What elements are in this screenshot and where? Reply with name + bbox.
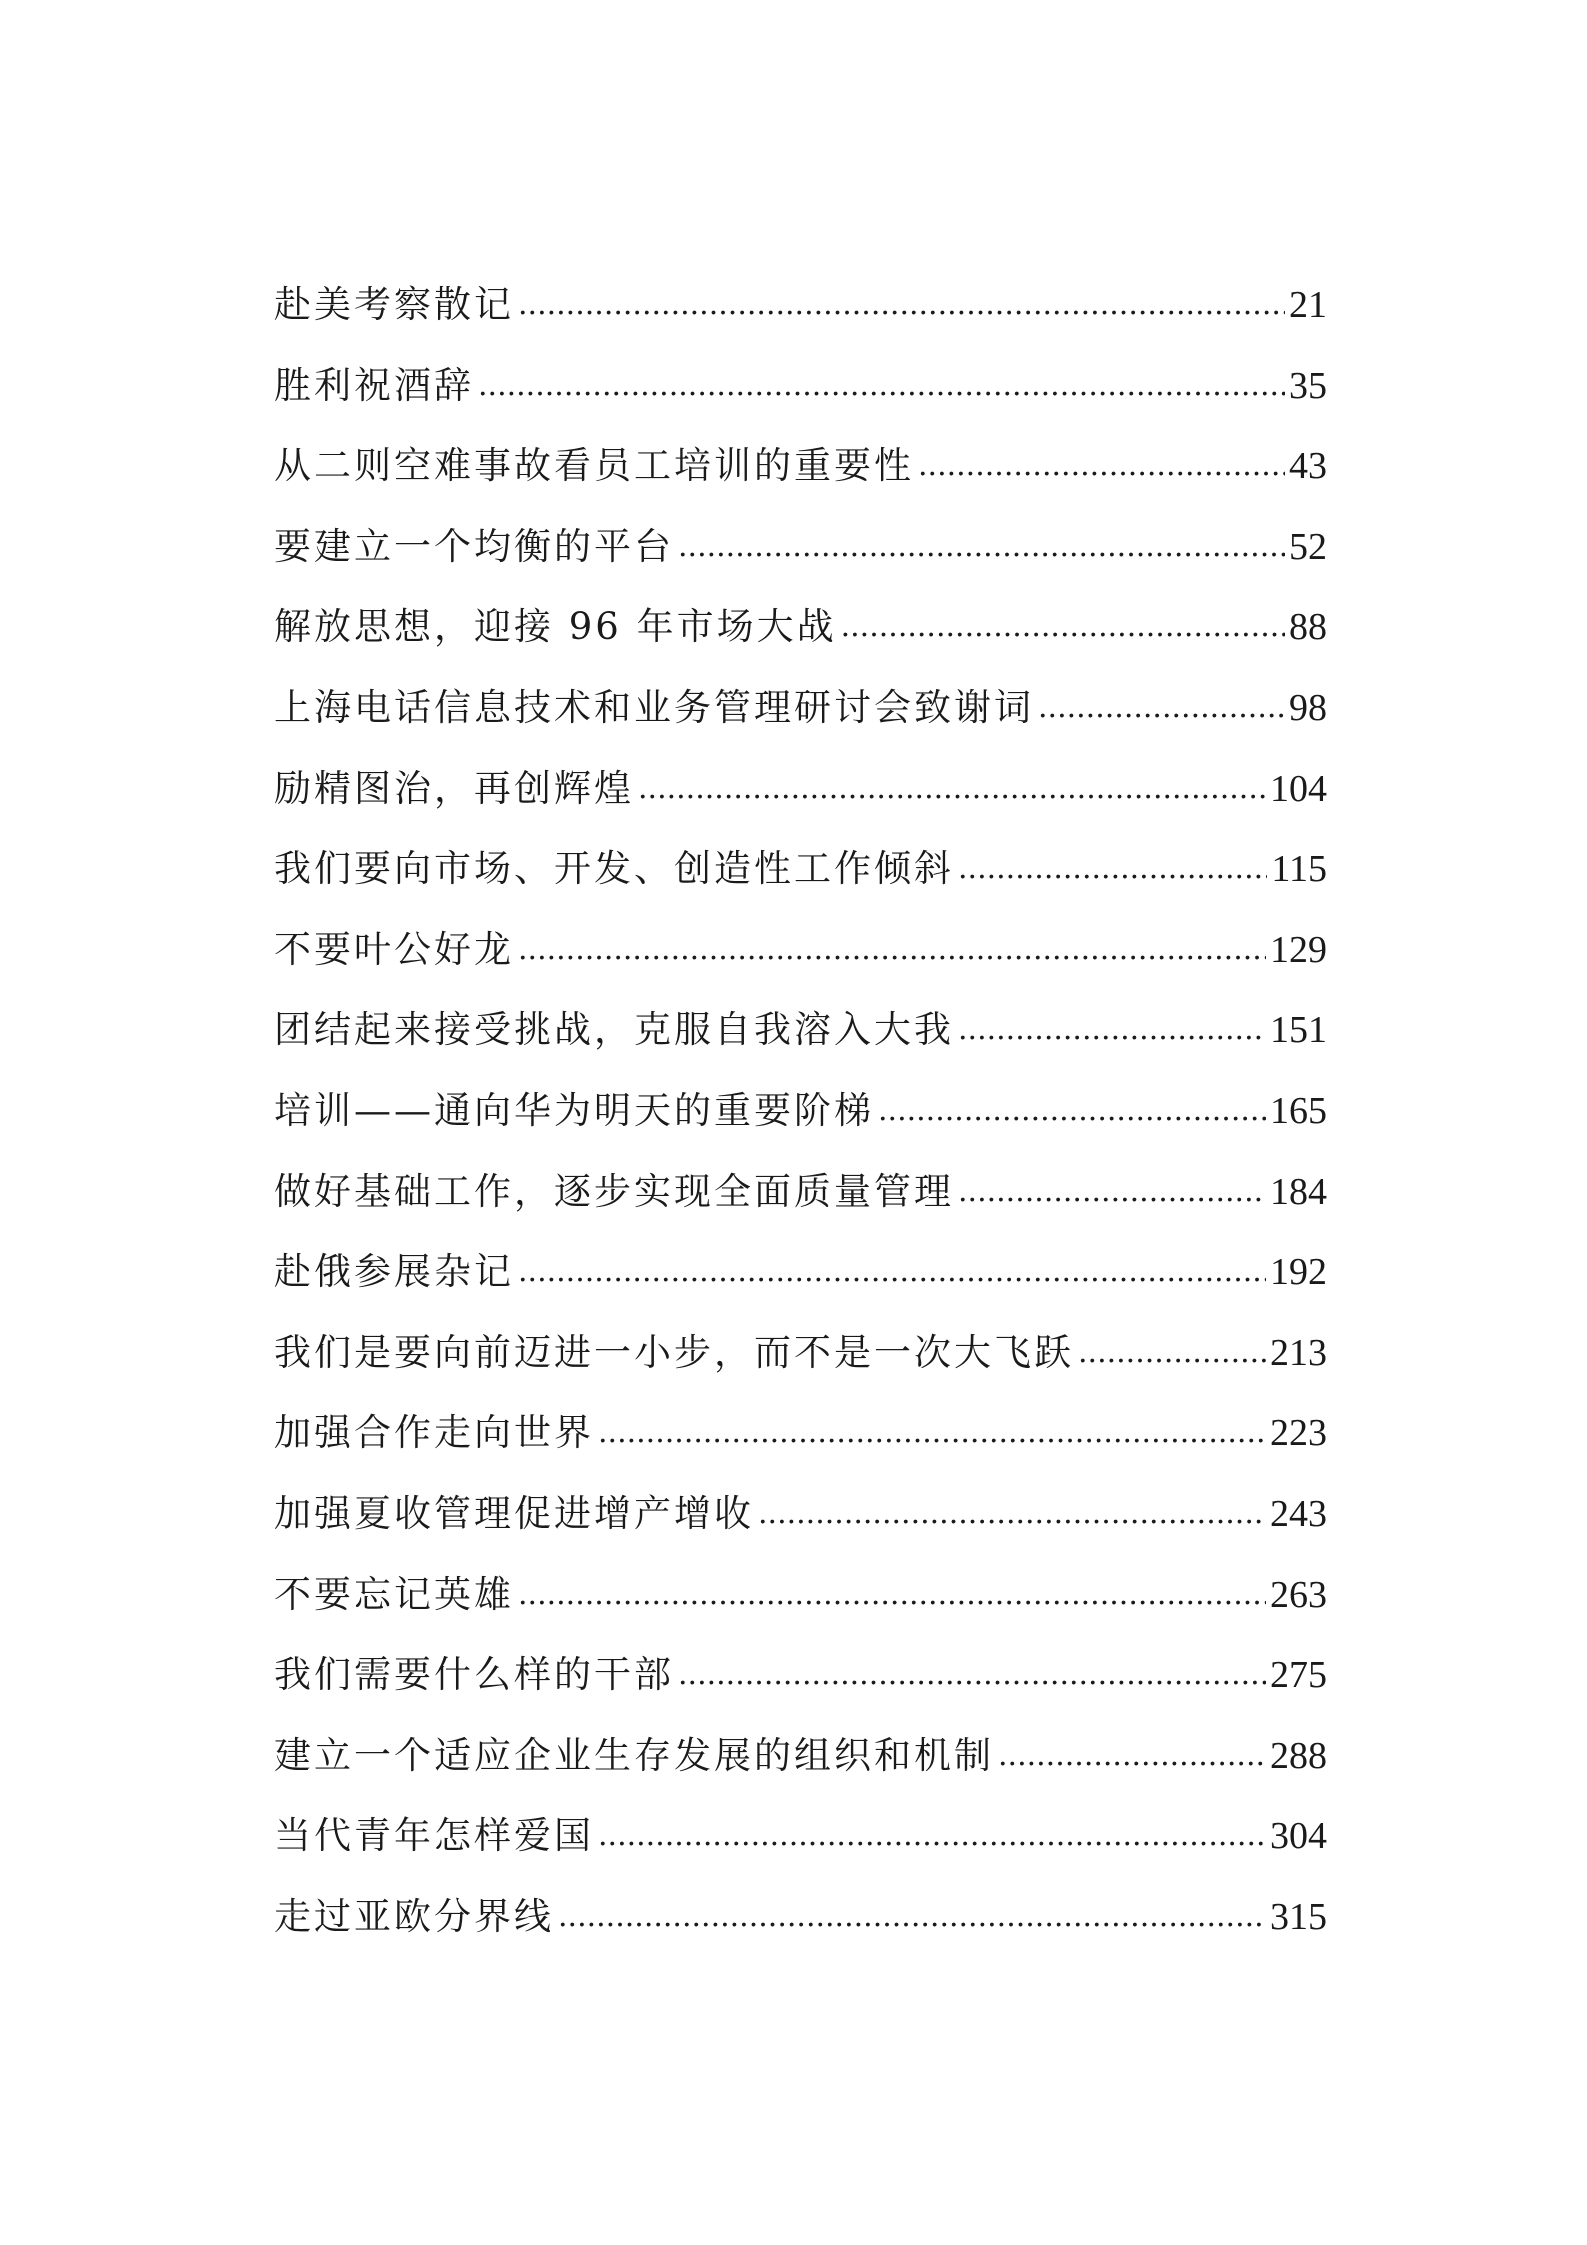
toc-entry-title: 胜利祝酒辞 (274, 363, 474, 407)
toc-dot-leader (478, 346, 1285, 427)
toc-page-number: 165 (1270, 1089, 1327, 1132)
toc-dot-leader (518, 265, 1285, 346)
toc-entry-title: 加强合作走向世界 (274, 1411, 594, 1455)
toc-page-number: 35 (1289, 364, 1327, 407)
toc-entry-title: 我们需要什么样的干部 (274, 1653, 674, 1697)
toc-page-number: 104 (1270, 767, 1327, 810)
toc-entry-title: 不要忘记英雄 (274, 1572, 514, 1616)
toc-entry-title: 走过亚欧分界线 (274, 1894, 554, 1938)
toc-page-number: 192 (1270, 1251, 1327, 1294)
toc-page-number: 304 (1270, 1815, 1327, 1858)
toc-entry-title: 解放思想，迎接 96 年市场大战 (274, 605, 837, 649)
toc-page-number: 213 (1270, 1331, 1327, 1374)
toc-entry[interactable] (274, 1152, 1327, 1233)
toc-entry-title: 励精图治，再创辉煌 (274, 766, 634, 810)
toc-page-number: 88 (1289, 606, 1327, 649)
toc-entry[interactable] (274, 829, 1327, 910)
toc-dot-leader (598, 1393, 1266, 1474)
toc-page-number: 151 (1270, 1009, 1327, 1052)
toc-page-number: 43 (1289, 445, 1327, 488)
toc-entry[interactable] (274, 1555, 1327, 1636)
toc-dot-leader (518, 1232, 1266, 1313)
toc-entry[interactable] (274, 507, 1327, 588)
toc-dot-leader (1038, 668, 1285, 749)
toc-entry[interactable] (274, 910, 1327, 991)
toc-entry[interactable] (274, 1716, 1327, 1797)
toc-entry[interactable] (274, 1232, 1327, 1313)
toc-entry-title: 赴美考察散记 (274, 283, 514, 326)
toc-page-number: 263 (1270, 1573, 1327, 1616)
toc-dot-leader (958, 1152, 1266, 1233)
toc-page-number: 275 (1270, 1654, 1327, 1697)
toc-dot-leader (678, 507, 1285, 588)
toc-entry-title: 培训——通向华为明天的重要阶梯 (274, 1088, 874, 1132)
toc-page-number: 52 (1289, 525, 1327, 568)
table-of-contents (274, 265, 1327, 1957)
toc-entry[interactable] (274, 426, 1327, 507)
toc-entry[interactable] (274, 1877, 1327, 1958)
toc-dot-leader (678, 1635, 1266, 1716)
toc-entry-title: 我们是要向前迈进一小步，而不是一次大飞跃 (274, 1330, 1074, 1374)
toc-entry[interactable] (274, 1071, 1327, 1152)
toc-page-number: 21 (1289, 284, 1327, 326)
toc-entry[interactable] (274, 749, 1327, 830)
toc-page-number: 288 (1270, 1734, 1327, 1777)
toc-page-number: 129 (1270, 928, 1327, 971)
toc-entry[interactable] (274, 668, 1327, 749)
toc-entry-title: 赴俄参展杂记 (274, 1250, 514, 1294)
toc-dot-leader (518, 910, 1266, 991)
toc-entry[interactable] (274, 346, 1327, 427)
toc-page-number: 98 (1289, 686, 1327, 729)
toc-page-number: 315 (1270, 1895, 1327, 1938)
toc-dot-leader (958, 829, 1267, 910)
toc-entry[interactable] (274, 1474, 1327, 1555)
toc-dot-leader (918, 426, 1285, 507)
toc-dot-leader (998, 1716, 1266, 1797)
toc-dot-leader (558, 1877, 1266, 1958)
toc-entry-title: 我们要向市场、开发、创造性工作倾斜 (274, 847, 954, 891)
toc-dot-leader (758, 1474, 1266, 1555)
toc-entry[interactable] (274, 1393, 1327, 1474)
toc-dot-leader (958, 990, 1266, 1071)
toc-entry[interactable] (274, 1313, 1327, 1394)
toc-dot-leader (1078, 1313, 1266, 1394)
toc-entry-title: 要建立一个均衡的平台 (274, 524, 674, 568)
toc-page-number: 115 (1271, 848, 1327, 891)
toc-entry-title: 上海电话信息技术和业务管理研讨会致谢词 (274, 685, 1034, 729)
toc-entry[interactable] (274, 1635, 1327, 1716)
toc-entry[interactable] (274, 265, 1327, 346)
toc-dot-leader (841, 587, 1285, 668)
toc-page-number: 223 (1270, 1412, 1327, 1455)
toc-entry-title: 不要叶公好龙 (274, 927, 514, 971)
toc-entry-title: 做好基础工作，逐步实现全面质量管理 (274, 1169, 954, 1213)
toc-entry-title: 当代青年怎样爱国 (274, 1814, 594, 1858)
toc-page-number: 184 (1270, 1170, 1327, 1213)
toc-entry-title: 团结起来接受挑战，克服自我溶入大我 (274, 1008, 954, 1052)
toc-dot-leader (638, 749, 1266, 830)
toc-entry-title: 建立一个适应企业生存发展的组织和机制 (274, 1733, 994, 1777)
toc-entry-title: 加强夏收管理促进增产增收 (274, 1491, 754, 1535)
toc-entry[interactable] (274, 587, 1327, 668)
toc-dot-leader (598, 1796, 1266, 1877)
toc-page-number: 243 (1270, 1492, 1327, 1535)
toc-entry[interactable] (274, 1796, 1327, 1877)
toc-dot-leader (518, 1555, 1266, 1636)
toc-entry-title: 从二则空难事故看员工培训的重要性 (274, 444, 914, 488)
toc-dot-leader (878, 1071, 1266, 1152)
toc-entry[interactable] (274, 990, 1327, 1071)
